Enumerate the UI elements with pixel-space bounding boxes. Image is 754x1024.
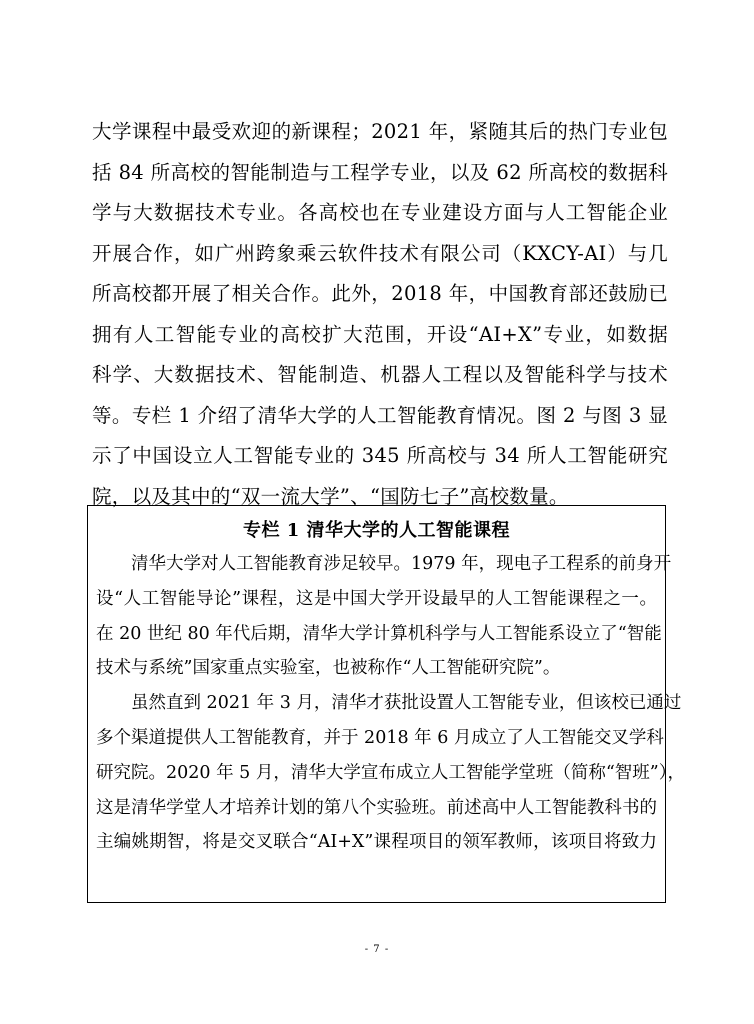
page-number: - 7 -	[364, 944, 390, 955]
paragraph-line: 学与大数据技术专业。各高校也在专业建设方面与人工智能企业	[92, 201, 668, 224]
paragraph-line: 等。专栏 1 介绍了清华大学的人工智能教育情况。图 2 与图 3 显	[92, 403, 668, 427]
sidebar-box	[87, 505, 685, 903]
box-line: 这是清华学堂人才培养计划的第八个实验班。前述高中人工智能教科书的	[96, 797, 657, 818]
box-title: 专栏 1 清华大学的人工智能课程	[242, 520, 511, 541]
paragraph-line: 开展合作，如广州跨象乘云软件技术有限公司（KXCY-AI）与几	[92, 241, 668, 265]
box-line: 清华大学对人工智能教育涉足较早。1979 年，现电子工程系的前身开	[131, 554, 672, 574]
paragraph-line: 大学课程中最受欢迎的新课程；2021 年，紧随其后的热门专业包	[92, 120, 668, 143]
box-line: 研究院。2020 年 5 月，清华大学宣布成立人工智能学堂班（简称“智班”），	[96, 762, 685, 783]
paragraph-line: 括 84 所高校的智能制造与工程学专业，以及 62 所高校的数据科	[92, 160, 668, 184]
box-line: 多个渠道提供人工智能教育，并于 2018 年 6 月成立了人工智能交叉学科	[96, 727, 664, 748]
box-line: 在 20 世纪 80 年代后期，清华大学计算机科学与人工智能系设立了“智能	[96, 623, 662, 644]
paragraph-line: 院，以及其中的“双一流大学”、“国防七子”高校数量。	[92, 484, 569, 508]
main-paragraph	[92, 112, 668, 517]
box-line: 虽然直到 2021 年 3 月，清华才获批设置人工智能专业，但该校已通过	[131, 693, 682, 714]
paragraph-line: 拥有人工智能专业的高校扩大范围，开设“AI+X”专业，如数据	[92, 322, 668, 346]
box-line: 设“人工智能导论”课程，这是中国大学开设最早的人工智能课程之一。	[96, 588, 657, 609]
paragraph-line: 科学、大数据技术、智能制造、机器人工程以及智能科学与技术	[92, 363, 668, 386]
box-line: 主编姚期智，将是交叉联合“AI+X”课程项目的领军教师，该项目将致力	[96, 832, 657, 853]
paragraph-line: 示了中国设立人工智能专业的 345 所高校与 34 所人工智能研究	[92, 444, 668, 467]
box-body	[96, 547, 685, 860]
box-line: 技术与系统”国家重点实验室，也被称作“人工智能研究院”。	[96, 658, 561, 679]
paragraph-line: 所高校都开展了相关合作。此外，2018 年，中国教育部还鼓励已	[92, 282, 668, 305]
